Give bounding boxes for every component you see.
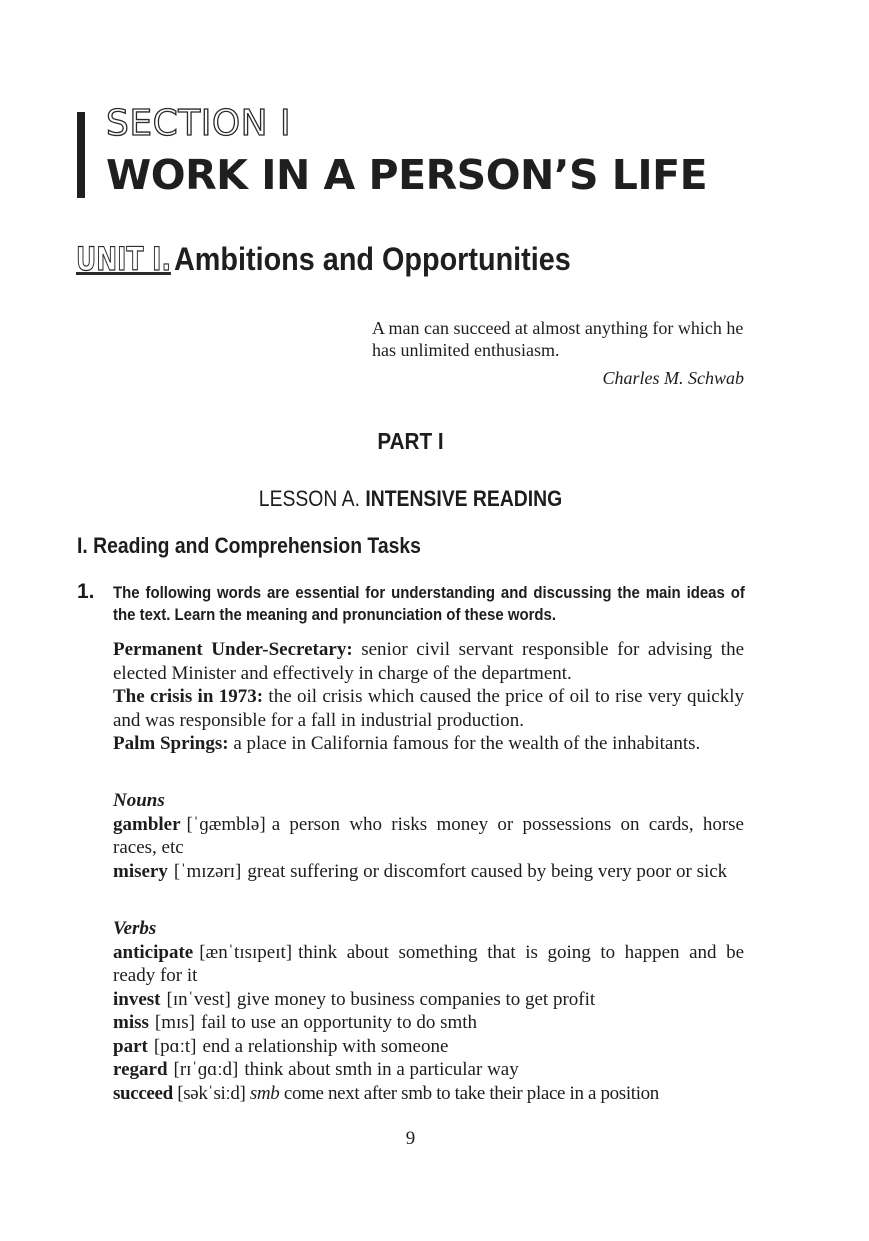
task-instruction: The following words are essential for understanding and discussing the main ideas of the text. Learn the meaning and pronunciation of these words.: [113, 583, 745, 624]
epigraph-author: Charles M. Schwab: [602, 368, 744, 388]
vocab-meaning: think about smth in a particular way: [244, 1059, 519, 1080]
lesson-title: INTENSIVE READING: [365, 486, 563, 511]
vocab-entry: [113, 1058, 744, 1082]
definition-text: the oil crisis which caused the price of oil to rise very quickly and was responsible for a fall in industrial production.: [113, 686, 744, 731]
vocab-entry: [113, 988, 744, 1012]
vocab-phonetic: [ˈmɪzərɪ]: [173, 860, 242, 882]
vocab-term: succeed: [113, 1082, 173, 1104]
vocab-term: anticipate: [113, 941, 194, 963]
definition-term: Palm Springs:: [113, 733, 229, 754]
vocab-entry: [113, 1011, 744, 1035]
vocab-term: misery: [113, 860, 168, 882]
definition-entry: [113, 732, 744, 756]
lesson-heading: [49, 486, 771, 512]
vocab-meaning: fail to use an opportunity to do smth: [201, 1012, 478, 1033]
vocab-phonetic: [mɪs]: [154, 1012, 196, 1033]
tasks-heading: I. Reading and Comprehension Tasks: [77, 533, 421, 558]
definition-term: The crisis in 1973:: [113, 686, 264, 707]
vocab-phonetic: [ɪnˈvest]: [166, 988, 231, 1010]
task-number: 1.: [77, 580, 95, 603]
lesson-prefix: LESSON A.: [258, 486, 360, 511]
vocab-entry: [113, 1035, 744, 1059]
verbs-label: Verbs: [113, 918, 157, 939]
epigraph-quote: A man can succeed at almost anything for which he has unlimited enthusiasm.: [372, 318, 744, 360]
nouns-label: Nouns: [113, 790, 165, 811]
vocab-term: part: [113, 1035, 148, 1057]
vocab-term: gambler: [113, 813, 181, 835]
vocab-term: regard: [113, 1059, 168, 1080]
vocab-meaning: give money to business companies to get profit: [236, 988, 596, 1010]
unit-heading: [76, 240, 615, 278]
vocab-entry: [113, 1082, 744, 1106]
unit-label: UNIT I.: [76, 240, 171, 278]
vocab-entry: [113, 860, 744, 884]
vocab-meaning: think about something that is going to happen and be ready for it: [113, 941, 744, 986]
definition-entry: [113, 638, 744, 685]
section-marker-bar: [77, 112, 85, 198]
section-title: WORK IN A PERSON’S LIFE: [106, 151, 708, 199]
verbs-group: [113, 917, 744, 1105]
definitions-list: [113, 638, 744, 756]
page-number: 9: [405, 1128, 416, 1149]
vocab-term: miss: [113, 1012, 149, 1033]
vocab-term: invest: [113, 988, 161, 1010]
vocab-phonetic: [rɪˈɡɑːd]: [173, 1059, 239, 1080]
vocab-phonetic: [səkˈsiːd]: [177, 1082, 246, 1104]
definition-text: senior civil servant responsible for advising the elected Minister and effectively in charge of the department.: [113, 639, 745, 684]
section-label: SECTION I: [106, 103, 292, 144]
vocab-phonetic: [pɑːt]: [153, 1035, 197, 1057]
part-title: PART I: [377, 428, 444, 454]
vocab-phonetic: [ænˈtɪsɪpeɪt]: [199, 941, 293, 963]
definition-entry: [113, 685, 744, 732]
nouns-group: [113, 789, 744, 883]
unit-title: Ambitions and Opportunities: [173, 241, 571, 277]
definition-text: a place in California famous for the wealth of the inhabitants.: [233, 733, 701, 754]
vocab-entry: [113, 813, 744, 860]
vocab-meaning-italic: smb: [249, 1082, 280, 1104]
vocab-phonetic: [ˈɡæmblə]: [186, 813, 266, 835]
vocab-meaning: a person who risks money or possessions on cards, horse races, etc: [113, 813, 744, 858]
vocab-meaning: come next after smb to take their place in a position: [283, 1082, 659, 1104]
vocab-meaning: end a relationship with someone: [202, 1035, 449, 1057]
vocab-meaning: great suffering or discomfort caused by being very poor or sick: [247, 860, 728, 882]
definition-term: Permanent Under-Secretary:: [113, 639, 353, 660]
vocab-entry: [113, 941, 744, 988]
